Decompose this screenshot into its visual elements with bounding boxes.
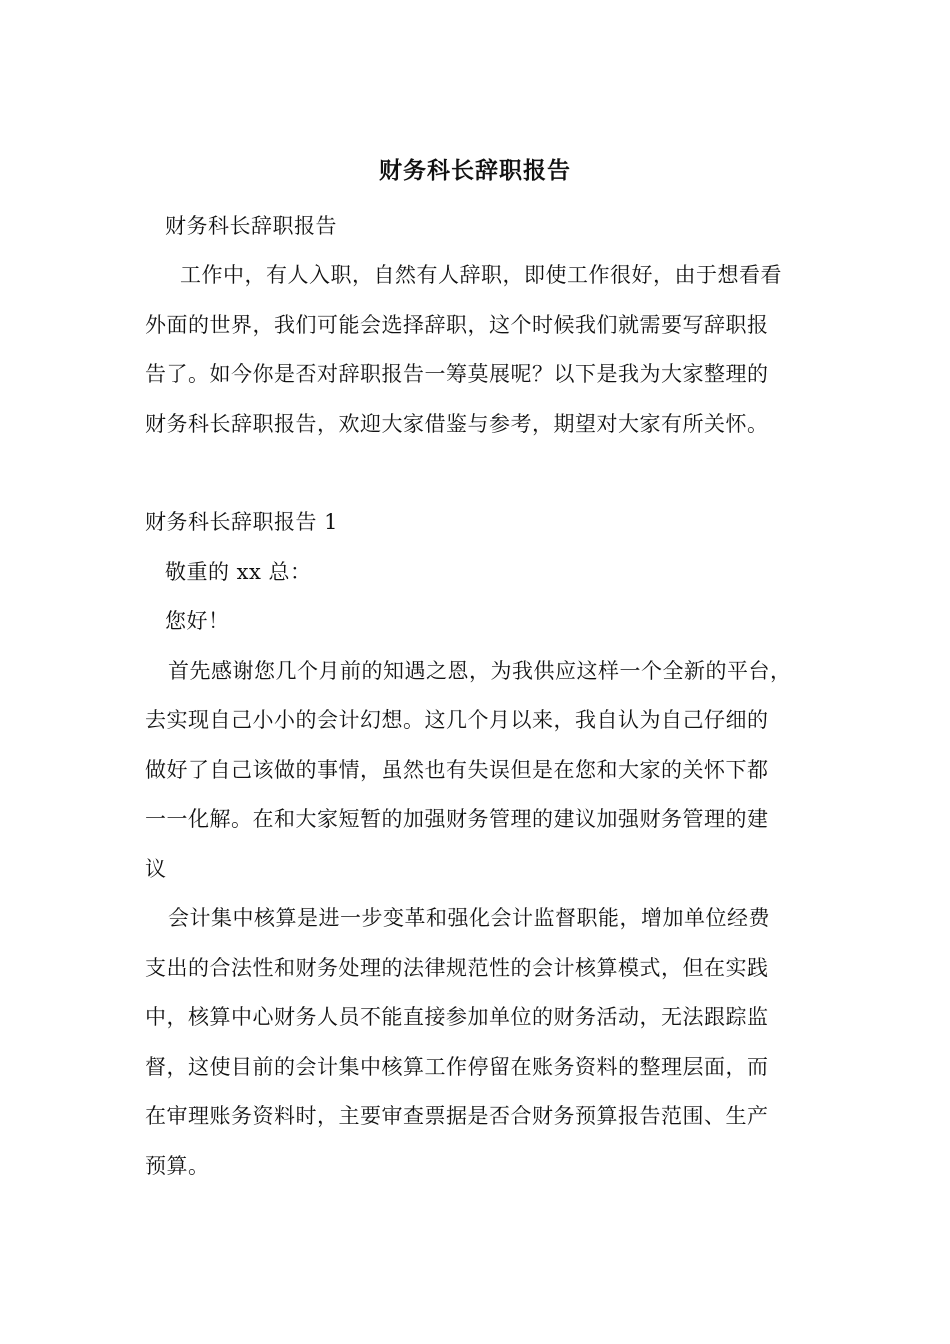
- paragraph-line: 去实现自己小小的会计幻想。这几个月以来，我自认为自己仔细的: [145, 708, 769, 732]
- intro-line: 外面的世界，我们可能会选择辞职，这个时候我们就需要写辞职报: [145, 313, 769, 337]
- greeting: 您好！: [165, 609, 230, 633]
- paragraph-line: 会计集中核算是进一步变革和强化会计监督职能，增加单位经费: [168, 906, 770, 930]
- paragraph-line: 在审理账务资料时，主要审查票据是否合财务预算报告范围、生产: [145, 1104, 769, 1128]
- intro-line: 工作中，有人入职，自然有人辞职，即使工作很好，由于想看看: [180, 263, 782, 287]
- salutation: 敬重的 xx 总：: [165, 560, 312, 584]
- paragraph-line: 预算。: [145, 1154, 210, 1178]
- paragraph-line: 支出的合法性和财务处理的法律规范性的会计核算模式，但在实践: [145, 956, 769, 980]
- paragraph-line: 督，这使目前的会计集中核算工作停留在账务资料的整理层面，而: [145, 1055, 769, 1079]
- document-title: 财务科长辞职报告: [379, 157, 571, 184]
- paragraph-line: 首先感谢您几个月前的知遇之恩，为我供应这样一个全新的平台，: [168, 659, 792, 683]
- intro-line: 告了。如今你是否对辞职报告一筹莫展呢？以下是我为大家整理的: [145, 362, 769, 386]
- paragraph-line: 中，核算中心财务人员不能直接参加单位的财务活动，无法跟踪监: [145, 1005, 769, 1029]
- intro-line: 财务科长辞职报告，欢迎大家借鉴与参考，期望对大家有所关怀。: [145, 412, 769, 436]
- paragraph-line: 做好了自己该做的事情，虽然也有失误但是在您和大家的关怀下都: [145, 758, 769, 782]
- section-heading: 财务科长辞职报告 1: [145, 510, 339, 534]
- paragraph-line: 议: [145, 857, 167, 881]
- document-subtitle: 财务科长辞职报告: [165, 214, 337, 238]
- paragraph-line: 一一化解。在和大家短暂的加强财务管理的建议加强财务管理的建: [145, 807, 769, 831]
